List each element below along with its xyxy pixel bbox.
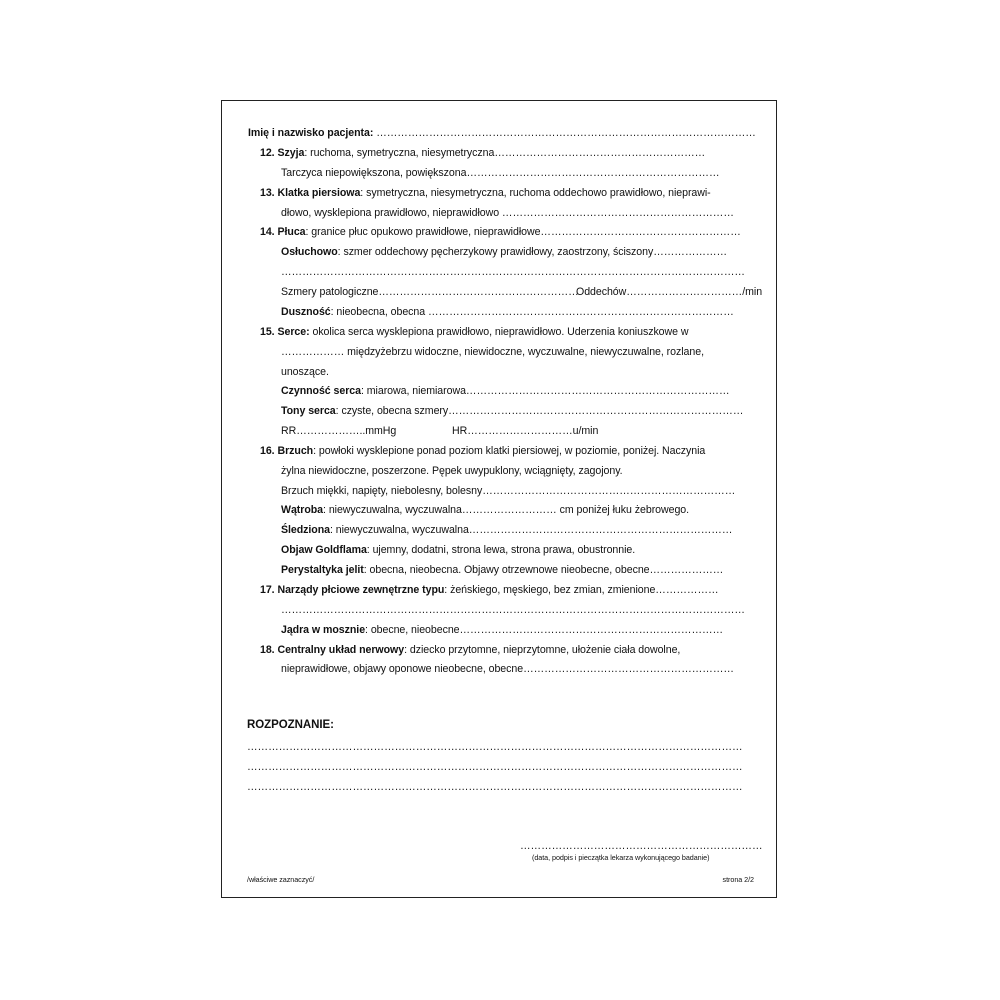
signature-caption: (data, podpis i pieczątka lekarza wykonującego badanie) bbox=[532, 853, 710, 862]
section-17-number: 17. bbox=[260, 584, 275, 596]
section-17-line-2[interactable]: …………………………………………………………………………………………………………………… bbox=[281, 604, 745, 616]
diagnosis-line-1[interactable]: …………………………………………………………………………………………………………………………… bbox=[247, 741, 743, 753]
section-15-line-6b[interactable]: HR…………………………u/min bbox=[452, 425, 599, 437]
section-15-line-5: Tony serca: czyste, obecna szmery………………………………………………………………………… bbox=[281, 405, 744, 417]
heart-rhythm-label: Czynność serca bbox=[281, 385, 361, 397]
patient-name-line[interactable] bbox=[248, 126, 756, 140]
section-17-label: Narządy płciowe zewnętrzne typu bbox=[277, 584, 445, 596]
patient-name-label: Imię i nazwisko pacjenta: bbox=[248, 127, 374, 139]
section-18-label: Centralny układ nerwowy bbox=[277, 644, 405, 656]
section-13-number: 13. bbox=[260, 187, 275, 199]
section-16-line-6: Objaw Goldflama: ujemny, dodatni, strona lewa, strona prawa, obustronnie. bbox=[281, 544, 636, 556]
section-15-line-2: ……………… międzyżebrzu widoczne, niewidoczne, wyczuwalne, niewyczuwalne, rozlane, bbox=[281, 346, 704, 358]
section-14-line-1: 14. Płuca: granice płuc opukowo prawidłowe, nieprawidłowe………………………………………………… bbox=[260, 226, 741, 238]
section-18-line-1: 18. Centralny układ nerwowy: dziecko przytomne, nieprzytomne, ułożenie ciała dowolne, bbox=[260, 644, 681, 656]
goldflam-sign-label: Objaw Goldflama bbox=[281, 544, 367, 556]
footer-note: /właściwe zaznaczyć/ bbox=[247, 875, 315, 884]
section-14-label: Płuca bbox=[277, 226, 306, 238]
section-15-line-4: Czynność serca: miarowa, niemiarowa………………………………………………………………… bbox=[281, 385, 730, 397]
section-16-number: 16. bbox=[260, 445, 275, 457]
section-18-number: 18. bbox=[260, 644, 275, 656]
section-14-line-4a[interactable]: Szmery patologiczne………………………………………………… bbox=[281, 286, 579, 298]
section-16-label: Brzuch bbox=[277, 445, 314, 457]
section-14-line-2: Osłuchowo: szmer oddechowy pęcherzykowy prawidłowy, zaostrzony, ściszony………………… bbox=[281, 246, 728, 258]
section-16-line-1: 16. Brzuch: powłoki wysklepione ponad poziom klatki piersiowej, w poziomie, poniżej. Naczynia bbox=[260, 445, 706, 457]
section-13-label: Klatka piersiowa bbox=[277, 187, 361, 199]
dyspnea-label: Duszność bbox=[281, 306, 331, 318]
section-18-line-2: nieprawidłowe, objawy oponowe nieobecne, obecne…………………………………………………… bbox=[281, 663, 734, 675]
section-15-label: Serce: bbox=[277, 326, 310, 338]
section-12-line-1: 12. Szyja: ruchoma, symetryczna, niesymetryczna…………………………………………………… bbox=[260, 147, 706, 159]
section-16-line-4: Wątroba: niewyczuwalna, wyczuwalna……………………… cm poniżej łuku żebrowego. bbox=[281, 504, 690, 516]
section-16-line-3: Brzuch miękki, napięty, niebolesny, bolesny……………………………………………………………… bbox=[281, 485, 736, 497]
section-12-label: Szyja bbox=[277, 147, 305, 159]
section-17-line-1: 17. Narządy płciowe zewnętrzne typu: żeńskiego, męskiego, bez zmian, zmienione……………… bbox=[260, 584, 719, 596]
section-13-line-2: dłowo, wysklepiona prawidłowo, nieprawidłowo ………………………………………………………… bbox=[281, 207, 734, 219]
patient-name-fill: ……………………………………………………………………………………………… bbox=[373, 127, 756, 139]
section-14-line-5: Duszność: nieobecna, obecna …………………………………………………………………………… bbox=[281, 306, 734, 318]
form-page bbox=[221, 100, 777, 898]
page-number: strona 2/2 bbox=[722, 875, 754, 884]
section-16-line-7: Perystaltyka jelit: obecna, nieobecna. Objawy otrzewnowe nieobecne, obecne………………… bbox=[281, 564, 724, 576]
section-16-line-2: żylna niewidoczne, poszerzone. Pępek uwypuklony, wciągnięty, zagojony. bbox=[281, 465, 623, 477]
section-15-number: 15. bbox=[260, 326, 275, 338]
section-15-line-6a[interactable]: RR………………..mmHg bbox=[281, 425, 397, 437]
section-16-line-5: Śledziona: niewyczuwalna, wyczuwalna………………………………………………………………… bbox=[281, 524, 733, 536]
signature-line[interactable]: …………………………………………………………… bbox=[520, 840, 763, 852]
section-15-line-1: 15. Serce: okolica serca wysklepiona prawidłowo, nieprawidłowo. Uderzenia koniuszkowe w bbox=[260, 326, 689, 338]
section-12-number: 12. bbox=[260, 147, 275, 159]
peristalsis-label: Perystaltyka jelit bbox=[281, 564, 364, 576]
diagnosis-line-2[interactable]: …………………………………………………………………………………………………………………………… bbox=[247, 761, 743, 773]
section-13-line-1: 13. Klatka piersiowa: symetryczna, niesymetryczna, ruchoma oddechowo prawidłowo, nieprawi- bbox=[260, 187, 711, 199]
auscultation-label: Osłuchowo bbox=[281, 246, 338, 258]
section-14-line-4b[interactable]: Oddechów……………………………/min bbox=[576, 286, 763, 298]
section-17-line-3: Jądra w mosznie: obecne, nieobecne………………………………………………………………… bbox=[281, 624, 724, 636]
section-14-number: 14. bbox=[260, 226, 275, 238]
diagnosis-line-3[interactable]: …………………………………………………………………………………………………………………………… bbox=[247, 781, 743, 793]
testes-label: Jądra w mosznie bbox=[281, 624, 366, 636]
section-14-line-3[interactable]: …………………………………………………………………………………………………………………… bbox=[281, 266, 745, 278]
spleen-label: Śledziona bbox=[281, 524, 330, 536]
liver-label: Wątroba bbox=[281, 504, 324, 516]
section-12-line-2: Tarczyca niepowiększona, powiększona……………………………………………………………… bbox=[281, 167, 720, 179]
heart-sounds-label: Tony serca bbox=[281, 405, 336, 417]
diagnosis-label: ROZPOZNANIE: bbox=[247, 719, 334, 731]
section-15-line-3: unoszące. bbox=[281, 366, 329, 378]
